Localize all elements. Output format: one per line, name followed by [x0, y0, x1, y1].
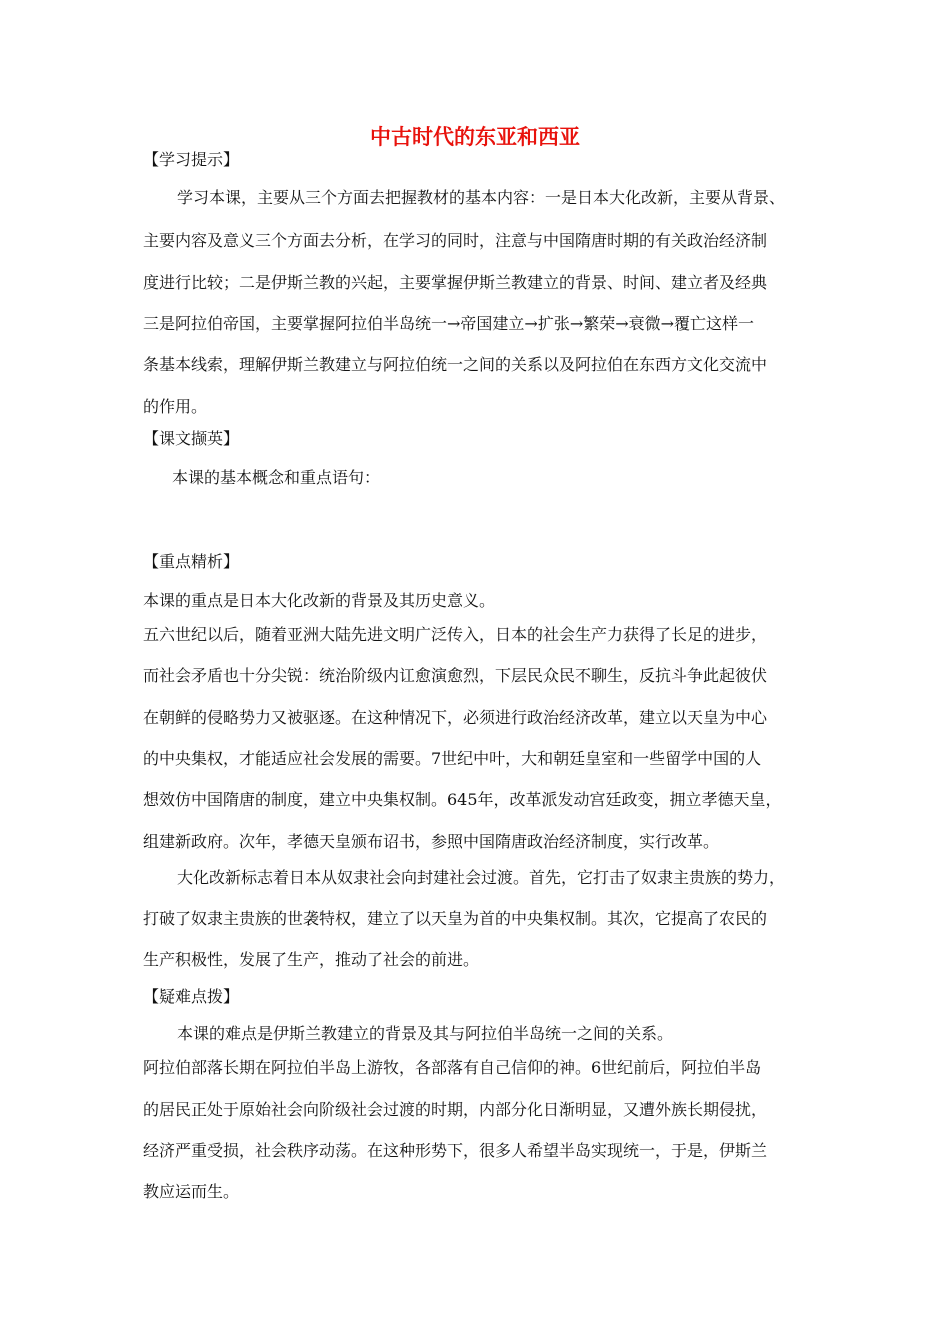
paragraph-line: 阿拉伯部落长期在阿拉伯半岛上游牧，各部落有自己信仰的神。6世纪前后，阿拉伯半岛	[143, 1058, 762, 1077]
paragraph-line: 度进行比较；二是伊斯兰教的兴起，主要掌握伊斯兰教建立的背景、时间、建立者及经典	[143, 273, 768, 292]
paragraph-line: 本课的基本概念和重点语句：	[172, 468, 381, 487]
section-heading-study-tips: 【学习提示】	[143, 150, 240, 169]
paragraph-line: 而社会矛盾也十分尖锐：统治阶级内讧愈演愈烈，下层民众民不聊生，反抗斗争此起彼伏	[143, 666, 768, 685]
document-title: 中古时代的东亚和西亚	[370, 124, 580, 149]
paragraph-line: 在朝鲜的侵略势力又被驱逐。在这种情况下，必须进行政治经济改革，建立以天皇为中心	[143, 708, 768, 727]
section-heading-excerpts: 【课文撷英】	[143, 429, 240, 448]
paragraph-line: 打破了奴隶主贵族的世袭特权，建立了以天皇为首的中央集权制。其次，它提高了农民的	[143, 909, 768, 928]
paragraph-line: 五六世纪以后，随着亚洲大陆先进文明广泛传入，日本的社会生产力获得了长足的进步，	[143, 625, 768, 644]
paragraph-line: 条基本线索，理解伊斯兰教建立与阿拉伯统一之间的关系以及阿拉伯在东西方文化交流中	[143, 355, 768, 374]
paragraph-line: 的居民正处于原始社会向阶级社会过渡的时期，内部分化日渐明显，又遭外族长期侵扰，	[143, 1100, 768, 1119]
paragraph-line: 的作用。	[143, 397, 208, 416]
paragraph-line: 生产积极性，发展了生产，推动了社会的前进。	[143, 950, 480, 969]
paragraph-line: 主要内容及意义三个方面去分析，在学习的同时，注意与中国隋唐时期的有关政治经济制	[143, 231, 768, 250]
paragraph-line: 的中央集权，才能适应社会发展的需要。7世纪中叶，大和朝廷皇室和一些留学中国的人	[143, 749, 762, 768]
section-heading-difficulties: 【疑难点拨】	[143, 987, 240, 1006]
paragraph-line: 教应运而生。	[143, 1182, 240, 1201]
paragraph-line: 学习本课，主要从三个方面去把握教材的基本内容：一是日本大化改新，主要从背景、	[177, 188, 786, 207]
paragraph-line: 本课的难点是伊斯兰教建立的背景及其与阿拉伯半岛统一之间的关系。	[177, 1024, 674, 1043]
paragraph-line: 本课的重点是日本大化改新的背景及其历史意义。	[143, 591, 496, 610]
paragraph-line: 三是阿拉伯帝国，主要掌握阿拉伯半岛统一→帝国建立→扩张→繁荣→衰微→覆亡这样一	[143, 314, 755, 333]
paragraph-line: 组建新政府。次年，孝德天皇颁布诏书，参照中国隋唐政治经济制度，实行改革。	[143, 832, 720, 851]
section-heading-key-points: 【重点精析】	[143, 552, 240, 571]
paragraph-line: 大化改新标志着日本从奴隶社会向封建社会过渡。首先，它打击了奴隶主贵族的势力，	[177, 868, 786, 887]
paragraph-line: 经济严重受损，社会秩序动荡。在这种形势下，很多人希望半岛实现统一，于是，伊斯兰	[143, 1141, 768, 1160]
paragraph-line: 想效仿中国隋唐的制度，建立中央集权制。645年，改革派发动宫廷政变，拥立孝德天皇，	[143, 790, 782, 809]
